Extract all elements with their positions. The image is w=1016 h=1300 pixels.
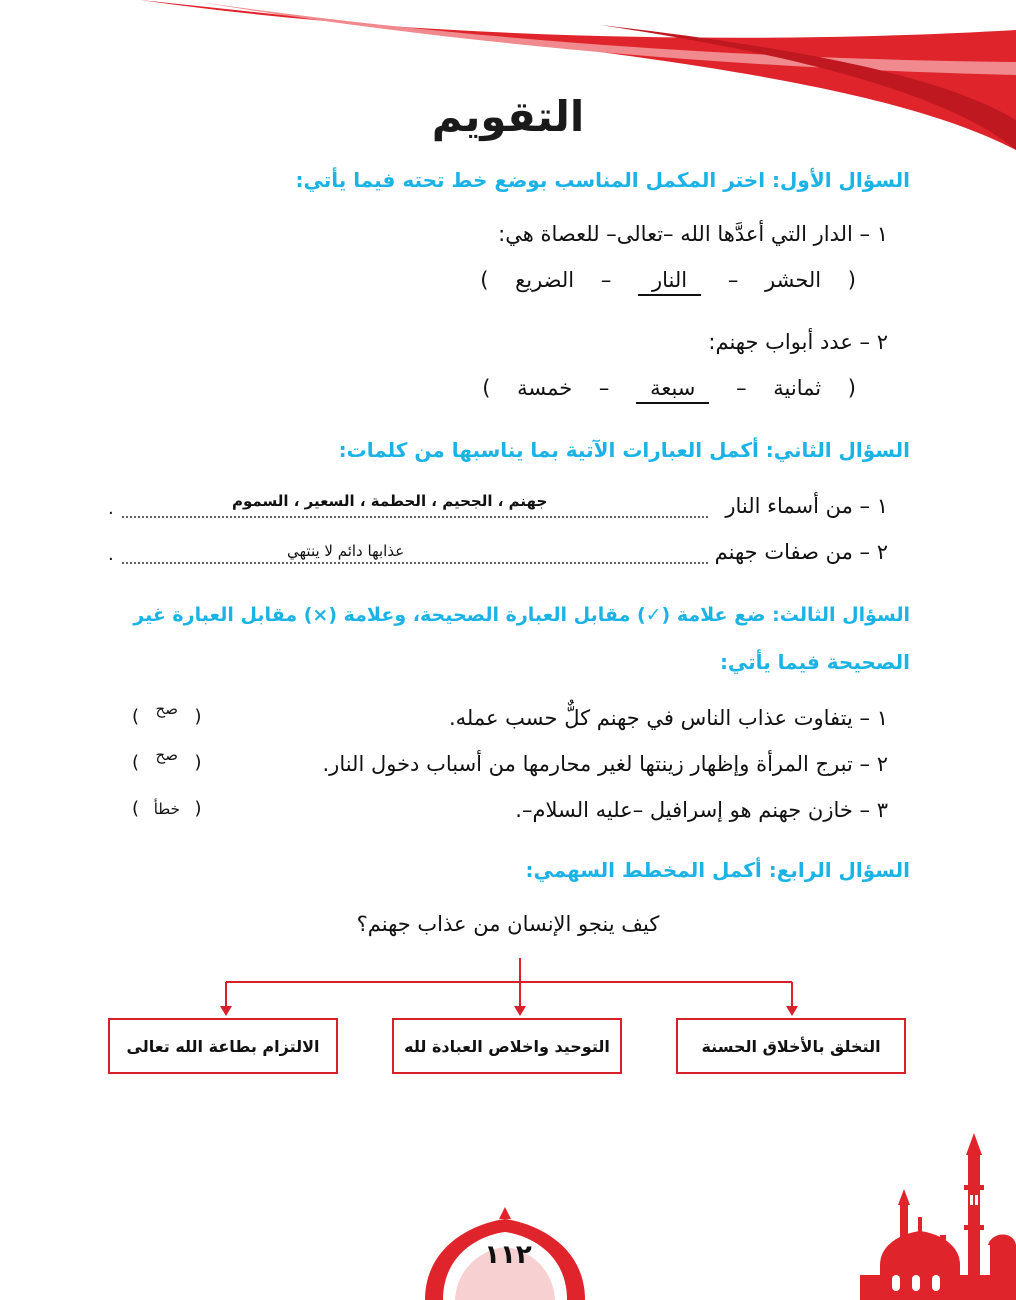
- q3-heading-line-1: السؤال الثالث: ضع علامة (✓) مقابل العبارة الصحيحة، وعلامة (×) مقابل العبارة غير: [133, 604, 910, 626]
- q3-item-3-text: ٣ – خازن جهنم هو إسرافيل –عليه السلام–.: [515, 798, 888, 822]
- option-1: الحشر: [765, 268, 822, 292]
- paren-open: (: [847, 268, 856, 292]
- q3-item-2-text: ٢ – تبرج المرأة وإظهار زينتها لغير محارمها من أسباب دخول النار.: [322, 752, 888, 776]
- q1-item-2-options: [472, 376, 866, 404]
- option-3: خمسة: [517, 376, 573, 400]
- option-2-answer: النار: [638, 268, 701, 296]
- page-title: التقويم: [431, 92, 585, 141]
- arrow-connectors: [0, 950, 1016, 1020]
- diagram-box-2: التوحيد واخلاص العبادة لله: [392, 1018, 622, 1074]
- q2-item-2-dotted-line: [122, 562, 708, 564]
- page-number: ١١٢: [484, 1240, 532, 1270]
- q2-item-1-text: ١ – من أسماء النار: [725, 494, 888, 518]
- q2-item-2-period: .: [108, 544, 114, 565]
- separator: –: [736, 376, 747, 400]
- q1-heading: السؤال الأول: اختر المكمل المناسب بوضع خط تحته فيما يأتي:: [295, 168, 910, 192]
- separator: –: [600, 268, 612, 292]
- mark-value: خطأ: [153, 800, 180, 818]
- q4-heading: السؤال الرابع: أكمل المخطط السهمي:: [525, 858, 910, 882]
- q1-item-1-options: [470, 268, 866, 296]
- paren-open: (: [847, 376, 856, 400]
- q4-diagram-question: كيف ينجو الإنسان من عذاب جهنم؟: [356, 912, 660, 936]
- q1-item-2-text: ٢ – عدد أبواب جهنم:: [708, 330, 888, 354]
- q2-item-1-answer: جهنم ، الجحيم ، الحطمة ، السعير ، السموم: [232, 492, 548, 510]
- mark-value: صح: [155, 700, 178, 718]
- q2-item-1-dotted-line: [122, 516, 708, 518]
- q3-item-1-text: ١ – يتفاوت عذاب الناس في جهنم كلٌّ حسب عمله.: [448, 706, 888, 730]
- mosque-silhouette-decoration: [860, 1125, 1016, 1300]
- paren-close: ): [480, 268, 489, 292]
- separator: –: [598, 376, 610, 400]
- q2-heading: السؤال الثاني: أكمل العبارات الآتية بما يناسبها من كلمات:: [338, 438, 910, 462]
- option-2-answer: سبعة: [636, 376, 709, 404]
- q2-item-2-text: ٢ – من صفات جهنم: [714, 540, 888, 564]
- option-3: الضريع: [515, 268, 575, 292]
- separator: –: [727, 268, 739, 292]
- q3-item-3-mark: ( خطأ ): [132, 798, 202, 819]
- diagram-box-1: التخلق بالأخلاق الحسنة: [676, 1018, 906, 1074]
- paren-close: ): [482, 376, 491, 400]
- q3-heading-line-2: الصحيحة فيما يأتي:: [719, 650, 910, 674]
- option-1: ثمانية: [773, 376, 822, 400]
- q2-item-2-answer: عذابها دائم لا ينتهي: [287, 542, 405, 560]
- mark-value: صح: [155, 746, 178, 764]
- diagram-box-3: الالتزام بطاعة الله تعالى: [108, 1018, 338, 1074]
- q2-item-1-period: .: [108, 498, 114, 519]
- q3-item-1-mark: ( صح ): [132, 700, 202, 727]
- q3-item-2-mark: ( صح ): [132, 746, 202, 773]
- q1-item-1-text: ١ – الدار التي أعدَّها الله –تعالى– للعصاة هي:: [498, 222, 888, 246]
